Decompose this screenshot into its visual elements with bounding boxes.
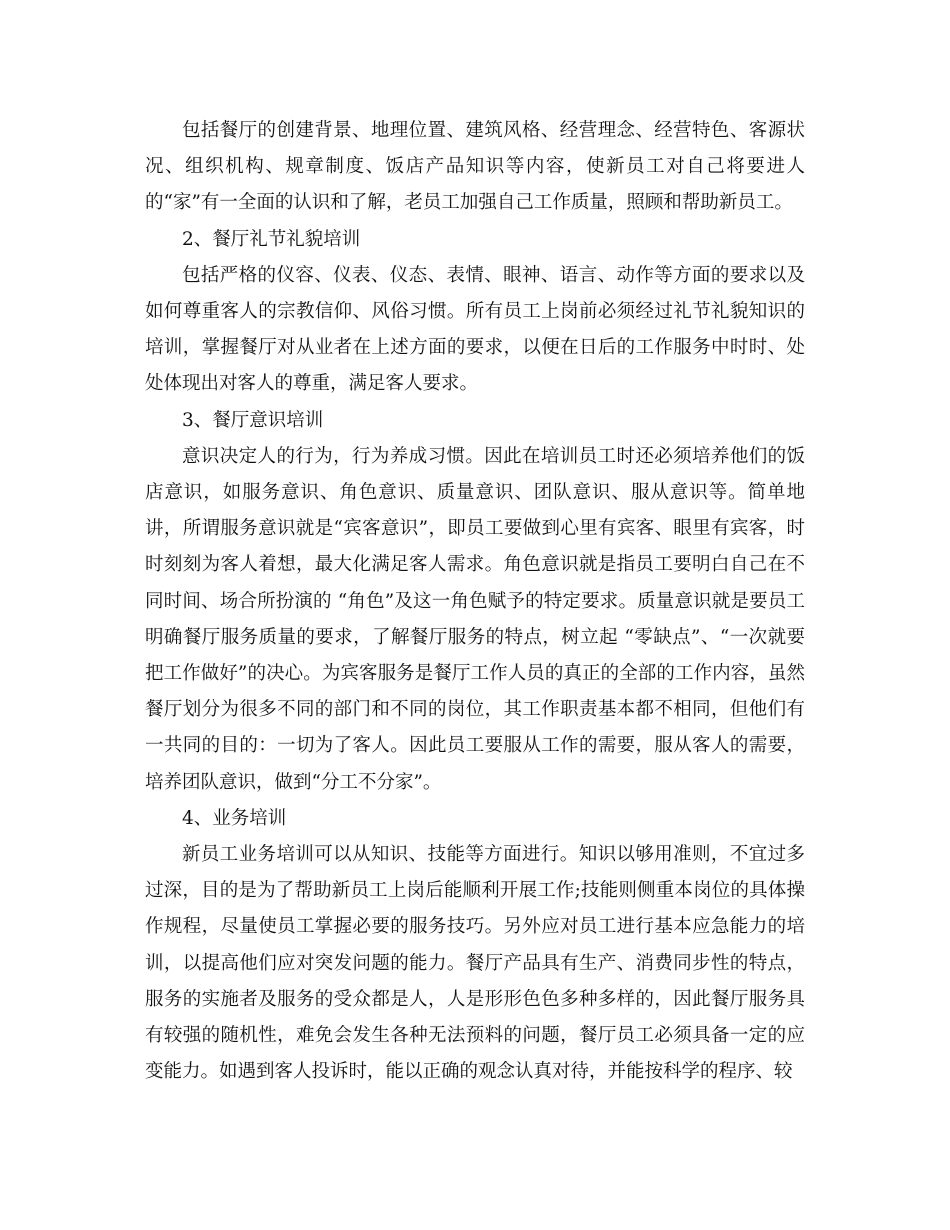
section-heading-business-training: 4、业务培训 [182,807,287,829]
section-heading-awareness-training: 3、餐厅意识培训 [182,409,324,431]
paragraph-business-training: 新员工业务培训可以从知识、技能等方面进行。知识以够用准则，不宜过多过深，目的是为了帮助新员工上岗后能顺利开展工作;技能则侧重本岗位的具体操作规程，尽量使员工掌握必要的服务技巧。另外应对员工进行基本应急能力的培训，以提高他们应对突发问题的能力。餐厅产品具有生产、消费同步性的特点，服务的实施者及服务的受众都是人，人是形形色色多种多样的，因此餐厅服务具有较强的随机性，难免会发生各种无法预料的问题，餐厅员工必须具备一定的应变能力。如遇到客人投诉时，能以正确的观念认真对待，并能按科学的程序、较 [145,844,805,1083]
paragraph-intro: 包括餐厅的创建背景、地理位置、建筑风格、经营理念、经营特色、客源状况、组织机构、规章制度、饭店产品知识等内容，使新员工对自己将要进人的“家”有一全面的认识和了解，老员工加强自己工作质量，照顾和帮助新员工。 [145,120,805,214]
paragraph-awareness-training: 意识决定人的行为，行为养成习惯。因此在培训员工时还必须培养他们的饭店意识，如服务意识、角色意识、质量意识、团队意识、服从意识等。简单地讲，所谓服务意识就是“宾客意识”，即员工要做到心里有宾客、眼里有宾客，时时刻刻为客人着想，最大化满足客人需求。角色意识就是指员工要明白自己在不同时间、场合所扮演的 “角色”及这一角色赋予的特定要求。质量意识就是要员工明确餐厅服务质量的要求，了解餐厅服务的特点，树立起 “零缺点”、“一次就要把工作做好”的决心。为宾客服务是餐厅工作人员的真正的全部的工作内容，虽然餐厅划分为很多不同的部门和不同的岗位，其工作职责基本都不相同，但他们有一共同的目的：一切为了客人。因此员工要服从工作的需要，服从客人的需要，培养团队意识，做到“分工不分家”。 [145,445,805,793]
paragraph-etiquette-training: 包括严格的仪容、仪表、仪态、表情、眼神、语言、动作等方面的要求以及如何尊重客人的宗教信仰、风俗习惯。所有员工上岗前必须经过礼节礼貌知识的培训，掌握餐厅对从业者在上述方面的要求，以便在日后的工作服务中时时、处处体现出对客人的尊重，满足客人要求。 [145,264,805,395]
section-heading-etiquette-training: 2、餐厅礼节礼貌培训 [182,228,361,250]
document-body [145,113,805,1090]
